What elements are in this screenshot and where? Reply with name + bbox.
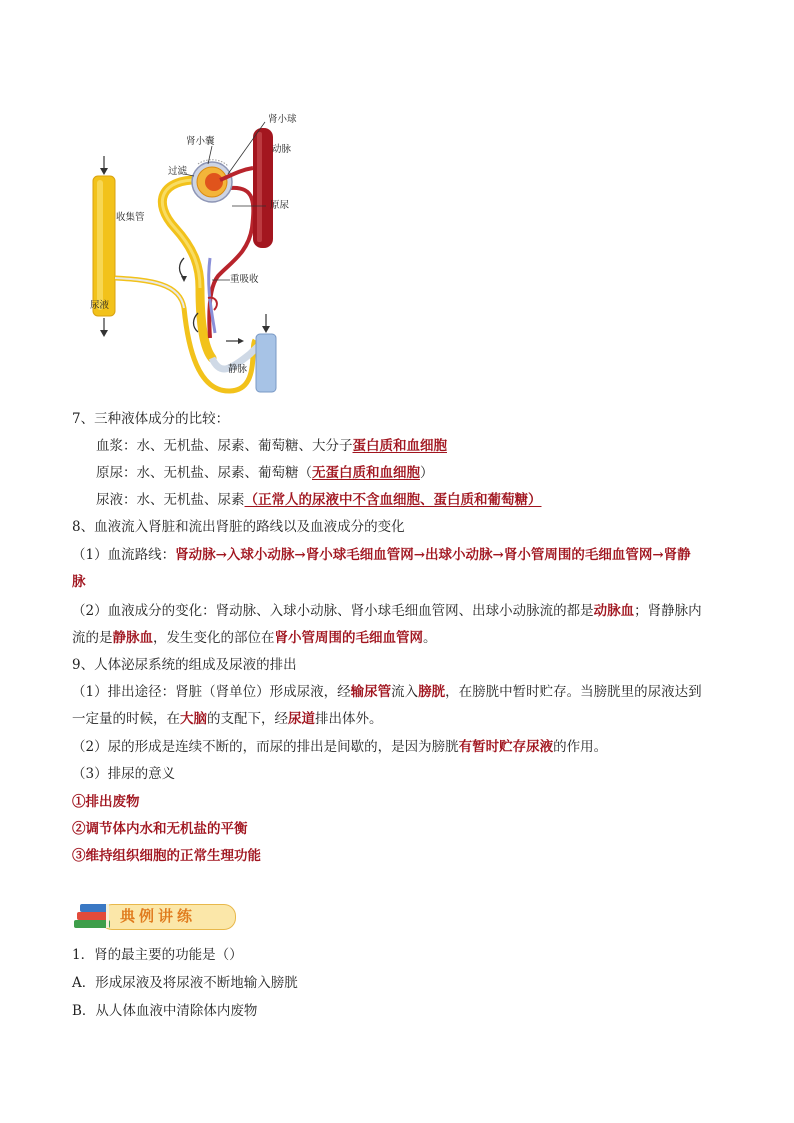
label-vein: 静脉 xyxy=(228,364,248,375)
section-7-title: 7、三种液体成分的比较： xyxy=(72,411,230,427)
label-reabsorption: 重吸收 xyxy=(230,274,259,285)
blood-change-line2-mid: ，发生变化的部位在 xyxy=(153,630,275,646)
blood-change-text: （2）血液成分的变化：肾动脉、入球小动脉、肾小球毛细血管网、出球小动脉流的都是 xyxy=(72,603,594,619)
blood-change-line2 xyxy=(72,628,437,648)
excretion-line2-c: 排出体外。 xyxy=(315,711,383,727)
blood-route-prefix: （1）血流路线： xyxy=(72,547,176,563)
badge-text: 典例讲练 xyxy=(120,907,197,925)
urethra-highlight: 尿道 xyxy=(288,711,315,727)
plasma-highlight: 蛋白质和血细胞 xyxy=(352,438,447,454)
label-glomerulus: 肾小球 xyxy=(268,114,297,125)
label-filtration: 过滤 xyxy=(168,166,188,177)
significance-item-1: ①排出废物 xyxy=(72,794,140,810)
blood-route-path: 肾动脉→入球小动脉→肾小球毛细血管网→出球小动脉→肾小管周围的毛细血管网→肾静 xyxy=(175,547,691,563)
blood-route-path-end: 脉 xyxy=(72,574,86,590)
significance-item-2: ②调节体内水和无机盐的平衡 xyxy=(72,821,248,837)
question-1-option-b: B．从人体血液中清除体内废物 xyxy=(72,1003,258,1019)
intermittent-text-b: 的作用。 xyxy=(553,739,608,755)
storage-highlight: 有暂时贮存尿液 xyxy=(458,739,554,755)
section-9-title: 9、人体泌尿系统的组成及尿液的排出 xyxy=(72,657,297,673)
blood-route-line1 xyxy=(72,545,691,565)
ureter-highlight: 输尿管 xyxy=(350,684,392,700)
question-1-option-a: A．形成尿液及将尿液不断地输入膀胱 xyxy=(72,975,298,991)
plasma-row xyxy=(96,436,447,456)
arterial-blood-highlight: 动脉血 xyxy=(593,603,635,619)
brain-highlight: 大脑 xyxy=(180,711,207,727)
label-primary-urine: 原尿 xyxy=(270,200,290,211)
primary-urine-highlight: 无蛋白质和血细胞 xyxy=(312,465,420,481)
excretion-text-b: 流入 xyxy=(391,684,419,700)
section-8-title: 8、血液流入肾脏和流出肾脏的路线以及血液成分的变化 xyxy=(72,519,405,535)
blood-change-line2-suffix: 。 xyxy=(423,630,437,646)
question-1-stem: 1．肾的最主要的功能是（） xyxy=(72,947,243,963)
example-practice-badge xyxy=(70,898,238,932)
urine-highlight: （正常人的尿液中不含血细胞、蛋白质和葡萄糖） xyxy=(244,492,542,508)
venous-blood-highlight: 静脉血 xyxy=(112,630,153,646)
label-urine: 尿液 xyxy=(90,300,110,311)
blood-change-line1 xyxy=(72,601,702,621)
excretion-line2-a: 一定量的时候，在 xyxy=(72,711,180,727)
excretion-route-line1 xyxy=(72,682,702,702)
intermittent-text-a: （2）尿的形成是连续不断的，而尿的排出是间歇的，是因为膀胱 xyxy=(72,739,459,755)
books-icon xyxy=(70,898,118,932)
plasma-text: 血浆：水、无机盐、尿素、葡萄糖、大分子 xyxy=(96,438,353,454)
capillary-highlight: 肾小管周围的毛细血管网 xyxy=(274,630,423,646)
bladder-highlight: 膀胱 xyxy=(418,684,446,700)
primary-urine-text: 原尿：水、无机盐、尿素、葡萄糖（ xyxy=(96,465,312,481)
urine-row xyxy=(96,490,542,510)
label-capsule: 肾小囊 xyxy=(186,136,215,147)
blood-change-line2-prefix: 流的是 xyxy=(72,630,113,646)
blood-route-line2 xyxy=(72,572,86,592)
significance-title: （3）排尿的意义 xyxy=(72,766,176,782)
primary-urine-row xyxy=(96,463,434,483)
label-collecting-duct: 收集管 xyxy=(116,212,145,223)
significance-item-3: ③维持组织细胞的正常生理功能 xyxy=(72,848,261,864)
excretion-route-line2 xyxy=(72,709,383,729)
primary-urine-suffix: ） xyxy=(420,465,434,481)
nephron-diagram xyxy=(80,108,320,398)
label-artery: 动脉 xyxy=(272,144,292,155)
intermittent-line xyxy=(72,737,607,757)
excretion-text-a: （1）排出途径：肾脏（肾单位）形成尿液，经 xyxy=(72,684,351,700)
urine-text: 尿液：水、无机盐、尿素 xyxy=(96,492,245,508)
excretion-line2-b: 的支配下，经 xyxy=(207,711,288,727)
blood-change-mid: ；肾静脉内 xyxy=(634,603,702,619)
excretion-text-c: ，在膀胱中暂时贮存。当膀胱里的尿液达到 xyxy=(445,684,702,700)
